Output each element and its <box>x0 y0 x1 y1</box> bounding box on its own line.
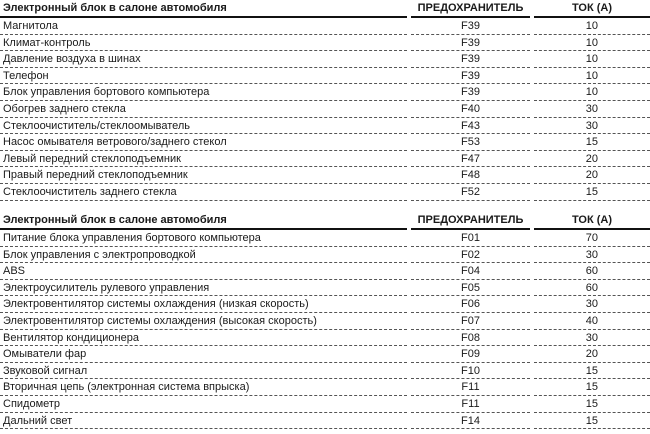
table-row <box>0 363 650 380</box>
fuse-cell: F10 <box>411 363 530 380</box>
unit-name-cell: Блок управления с электропроводкой <box>0 247 407 264</box>
unit-name-cell: Вентилятор кондиционера <box>0 330 407 347</box>
current-cell: 30 <box>534 330 650 347</box>
current-cell: 10 <box>534 68 650 85</box>
unit-name-cell: Климат-контроль <box>0 35 407 52</box>
fuse-cell: F53 <box>411 134 530 151</box>
unit-name-cell: Правый передний стеклоподъемник <box>0 167 407 184</box>
table-header <box>0 0 650 18</box>
current-cell: 15 <box>534 379 650 396</box>
current-cell: 20 <box>534 167 650 184</box>
current-cell: 10 <box>534 51 650 68</box>
table-row <box>0 18 650 35</box>
table-row <box>0 247 650 264</box>
fuse-cell: F05 <box>411 280 530 297</box>
table-row <box>0 280 650 297</box>
fuse-cell: F04 <box>411 263 530 280</box>
fuse-cell: F08 <box>411 330 530 347</box>
unit-name-cell: Вторичная цепь (электронная система впрыска) <box>0 379 407 396</box>
unit-name-cell: Насос омывателя ветрового/заднего стекол <box>0 134 407 151</box>
unit-name-cell: Электроусилитель рулевого управления <box>0 280 407 297</box>
fuse-cell: F52 <box>411 184 530 201</box>
table-row <box>0 184 650 201</box>
header-block: Электронный блок в салоне автомобиля <box>0 0 407 18</box>
current-cell: 30 <box>534 101 650 118</box>
table-row <box>0 101 650 118</box>
unit-name-cell: Обогрев заднего стекла <box>0 101 407 118</box>
unit-name-cell: Телефон <box>0 68 407 85</box>
current-cell: 30 <box>534 296 650 313</box>
header-fuse: ПРЕДОХРАНИТЕЛЬ <box>411 212 530 230</box>
unit-name-cell: Звуковой сигнал <box>0 363 407 380</box>
fuse-cell: F39 <box>411 84 530 101</box>
fuse-table-2 <box>0 212 650 429</box>
fuse-cell: F40 <box>411 101 530 118</box>
unit-name-cell: ABS <box>0 263 407 280</box>
table-row <box>0 413 650 430</box>
table-body <box>0 18 650 201</box>
table-row <box>0 151 650 168</box>
current-cell: 60 <box>534 263 650 280</box>
current-cell: 15 <box>534 134 650 151</box>
table-row <box>0 134 650 151</box>
table-row <box>0 379 650 396</box>
table-row <box>0 330 650 347</box>
current-cell: 10 <box>534 84 650 101</box>
unit-name-cell: Стеклоочиститель/стеклоомыватель <box>0 118 407 135</box>
table-row <box>0 68 650 85</box>
fuse-cell: F39 <box>411 51 530 68</box>
current-cell: 30 <box>534 118 650 135</box>
current-cell: 10 <box>534 18 650 35</box>
current-cell: 15 <box>534 184 650 201</box>
header-current: ТОК (А) <box>534 212 650 230</box>
fuse-cell: F48 <box>411 167 530 184</box>
fuse-table-1 <box>0 0 650 201</box>
table-header <box>0 212 650 230</box>
table-row <box>0 35 650 52</box>
fuse-cell: F14 <box>411 413 530 430</box>
header-block: Электронный блок в салоне автомобиля <box>0 212 407 230</box>
table-row <box>0 51 650 68</box>
table-row <box>0 118 650 135</box>
fuse-cell: F39 <box>411 35 530 52</box>
current-cell: 20 <box>534 346 650 363</box>
unit-name-cell: Электровентилятор системы охлаждения (высокая скорость) <box>0 313 407 330</box>
table-row <box>0 296 650 313</box>
unit-name-cell: Магнитола <box>0 18 407 35</box>
current-cell: 30 <box>534 247 650 264</box>
table-row <box>0 263 650 280</box>
fuse-cell: F09 <box>411 346 530 363</box>
table-row <box>0 167 650 184</box>
fuse-cell: F06 <box>411 296 530 313</box>
unit-name-cell: Омыватели фар <box>0 346 407 363</box>
unit-name-cell: Электровентилятор системы охлаждения (низкая скорость) <box>0 296 407 313</box>
unit-name-cell: Левый передний стеклоподъемник <box>0 151 407 168</box>
unit-name-cell: Блок управления бортового компьютера <box>0 84 407 101</box>
table-row <box>0 230 650 247</box>
fuse-cell: F02 <box>411 247 530 264</box>
table-row <box>0 84 650 101</box>
fuse-cell: F39 <box>411 18 530 35</box>
fuse-cell: F07 <box>411 313 530 330</box>
current-cell: 10 <box>534 35 650 52</box>
unit-name-cell: Питание блока управления бортового компьютера <box>0 230 407 247</box>
fuse-cell: F11 <box>411 379 530 396</box>
unit-name-cell: Дальний свет <box>0 413 407 430</box>
table-body <box>0 230 650 429</box>
current-cell: 40 <box>534 313 650 330</box>
current-cell: 15 <box>534 413 650 430</box>
fuse-cell: F11 <box>411 396 530 413</box>
fuse-cell: F39 <box>411 68 530 85</box>
table-row <box>0 313 650 330</box>
fuse-cell: F43 <box>411 118 530 135</box>
fuse-cell: F01 <box>411 230 530 247</box>
current-cell: 15 <box>534 363 650 380</box>
unit-name-cell: Давление воздуха в шинах <box>0 51 407 68</box>
current-cell: 20 <box>534 151 650 168</box>
header-fuse: ПРЕДОХРАНИТЕЛЬ <box>411 0 530 18</box>
current-cell: 70 <box>534 230 650 247</box>
current-cell: 15 <box>534 396 650 413</box>
table-row <box>0 346 650 363</box>
unit-name-cell: Стеклоочиститель заднего стекла <box>0 184 407 201</box>
fuse-cell: F47 <box>411 151 530 168</box>
table-row <box>0 396 650 413</box>
header-current: ТОК (А) <box>534 0 650 18</box>
current-cell: 60 <box>534 280 650 297</box>
unit-name-cell: Спидометр <box>0 396 407 413</box>
